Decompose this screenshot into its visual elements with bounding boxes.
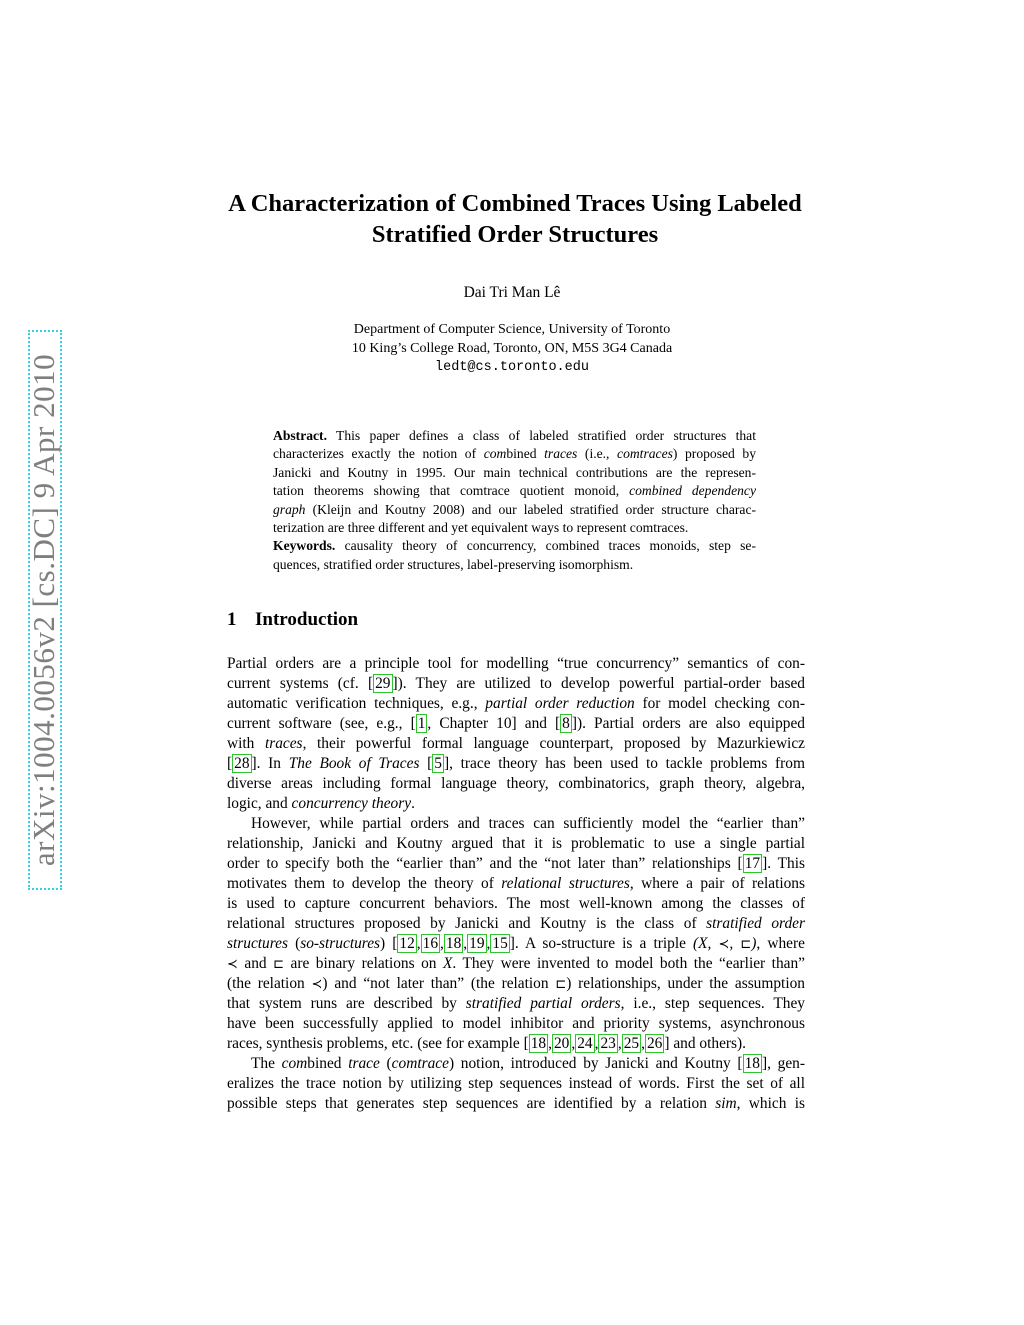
abstract-line: tation theorems showing that comtrace quotient monoid, combined dependency: [273, 483, 756, 499]
keywords-label: Keywords.: [273, 538, 336, 554]
body-line: eralizes the trace notion by utilizing step sequences instead of words. First the set of all: [227, 1075, 805, 1092]
body-line: The combined trace (comtrace) notion, introduced by Janicki and Koutny [ 18 ], gen-: [251, 1055, 805, 1072]
citation-link[interactable]: 8: [562, 715, 570, 732]
abstract-line: characterizes exactly the notion of combined traces (i.e., comtraces) proposed by: [273, 446, 756, 462]
body-line: automatic verification techniques, e.g., partial order reduction for model checking con-: [227, 695, 805, 712]
body-line: relationship, Janicki and Koutny argued that it is problematic to use a single partial: [227, 835, 805, 852]
abstract-line: graph (Kleijn and Koutny 2008) and our labeled stratified order structure charac-: [273, 501, 756, 517]
citation-link[interactable]: 20: [553, 1035, 570, 1052]
citation-link[interactable]: 15: [492, 935, 508, 952]
title-line-2: Stratified Order Structures: [371, 221, 659, 248]
citation-link[interactable]: 19: [469, 935, 485, 952]
body-line: order to specify both the “earlier than” and the “not later than” relationships [ 17 ]. This: [227, 855, 805, 872]
section-title: Introduction: [255, 609, 359, 630]
body-line: that system runs are described by stratified partial orders, i.e., step sequences. They: [227, 995, 805, 1012]
section-number: 1: [227, 609, 237, 630]
body-text: [227, 654, 805, 1114]
title-line-1: A Characterization of Combined Traces Using Labeled: [228, 190, 802, 217]
body-line: possible steps that generates step sequences are identified by a relation sim, which is: [227, 1095, 805, 1112]
citation-link[interactable]: 17: [744, 855, 761, 872]
citation-link[interactable]: 18: [744, 1055, 760, 1072]
abstract: [273, 427, 756, 574]
body-line: relational structures proposed by Janicki and Koutny is the class of stratified order: [227, 915, 805, 932]
body-line: have been successfully applied to model inhibitor and priority systems, asynchronous: [227, 1015, 805, 1032]
abstract-line: Janicki and Koutny in 1995. Our main technical contributions are the represen-: [273, 464, 756, 480]
body-line: (the relation ≺) and “not later than” (the relation ⊏) relationships, under the assumption: [227, 975, 805, 992]
citation-link[interactable]: 12: [399, 935, 415, 952]
email: ledt@cs.toronto.edu: [435, 360, 589, 375]
body-line: is used to capture concurrent behaviors. The most well-known among the classes of: [227, 895, 805, 912]
department: Department of Computer Science, University of Toronto: [353, 322, 671, 337]
citation-link[interactable]: 18: [530, 1035, 547, 1052]
citation-link[interactable]: 24: [577, 1035, 593, 1052]
arxiv-stamp: arXiv:1004.0056v2 [cs.DC] 9 Apr 2010: [26, 353, 61, 867]
keywords-line: Keywords. causality theory of concurrency, combined traces monoids, step se-: [273, 538, 756, 554]
citation-link[interactable]: 16: [422, 935, 439, 952]
citation-link[interactable]: 23: [600, 1035, 616, 1052]
body-line: current software (see, e.g., [ 1 , Chapter 10] and [ 8 ]). Partial orders are also equipped: [227, 715, 806, 732]
paper-title: [200, 188, 830, 250]
citation-link[interactable]: 28: [234, 755, 250, 772]
body-line: races, synthesis problems, etc. (see for example [ 18 , 20 , 24 , 23 , 25 , 26 ] and others).: [227, 1035, 746, 1052]
citation-link[interactable]: 5: [434, 755, 442, 772]
body-line: logic, and concurrency theory.: [227, 795, 415, 812]
citation-link[interactable]: 26: [646, 1035, 663, 1052]
affiliation: [0, 320, 1024, 377]
body-line: with traces, their powerful formal language counterpart, proposed by Mazurkiewicz: [227, 735, 805, 752]
citation-link[interactable]: 25: [623, 1035, 640, 1052]
body-line: [ 28 ]. In The Book of Traces [ 5 ], trace theory has been used to tackle problems from: [227, 755, 805, 772]
author-name: Dai Tri Man Lê: [463, 284, 561, 301]
citation-link[interactable]: 1: [417, 715, 426, 732]
abstract-line: Abstract. This paper defines a class of labeled stratified order structures that: [273, 428, 756, 443]
body-line: diverse areas including formal language theory, combinatorics, graph theory, algebra,: [227, 775, 805, 792]
body-line: Partial orders are a principle tool for modelling “true concurrency” semantics of con-: [227, 655, 805, 672]
keywords-line: quences, stratified order structures, label-preserving isomorphism.: [273, 556, 634, 572]
address: 10 King’s College Road, Toronto, ON, M5S 3G4 Canada: [351, 341, 673, 356]
citation-link[interactable]: 18: [445, 935, 462, 952]
abstract-line: terization are three different and yet equivalent ways to represent comtraces.: [273, 519, 689, 535]
body-line: motivates them to develop the theory of relational structures, where a pair of relations: [227, 875, 805, 892]
body-line: current systems (cf. [ 29 ]). They are utilized to develop powerful partial-order based: [227, 675, 806, 692]
body-line: However, while partial orders and traces can sufficiently model the “earlier than”: [251, 815, 805, 832]
section-heading: [227, 609, 358, 631]
abstract-label: Abstract.: [273, 428, 327, 443]
body-line: ≺ and ⊏ are binary relations on X. They were invented to model both the “earlier than”: [227, 955, 806, 972]
body-line: structures (so-structures) [ 12 , 16 , 18 , 19 , 15 ]. A so-structure is a triple (X, ≺, ⊏), where: [227, 935, 805, 952]
citation-link[interactable]: 29: [375, 675, 391, 692]
